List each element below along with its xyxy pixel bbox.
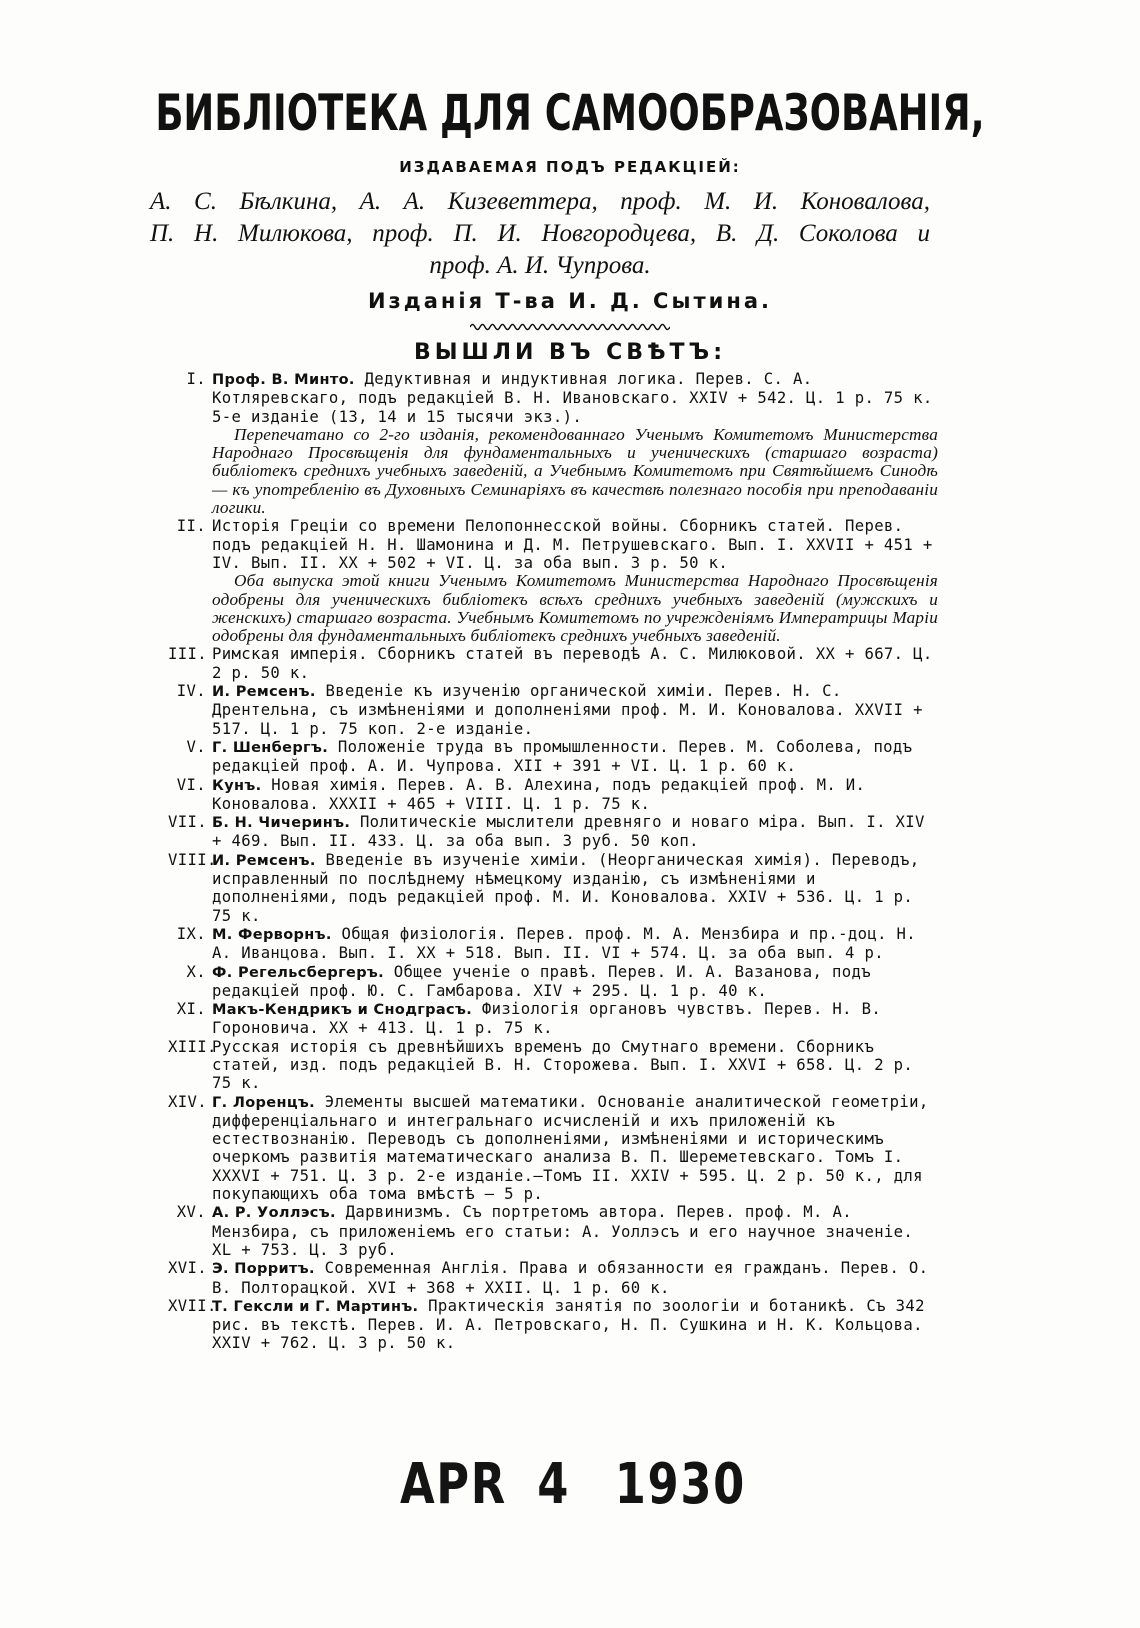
list-item <box>168 682 938 738</box>
item-author: А. Р. Уоллэсъ. <box>212 1205 336 1222</box>
publisher: Изданія Т-ва И. Д. Сытина. <box>367 289 773 313</box>
item-number: I. <box>186 370 206 388</box>
item-number: XIII. <box>168 1037 217 1056</box>
item-text: Введеніе въ изученіе химіи. (Неорганическая химія). Переводъ, исправленный по послѣднему нѣмецкому изданію, съ измѣненіями и дополненіями, подъ редакціей проф. М. И. Коновалова. XXIV + 536. Ц. 1 р. 75 к. <box>212 850 920 925</box>
item-number: III. <box>168 645 207 664</box>
item-author: Г. Шенбергъ. <box>212 739 329 756</box>
item-text: Дарвинизмъ. Съ портретомъ автора. Перев. проф. М. А. Мензбира, съ приложеніемъ его статьи: А. Уоллэсъ и его научное значеніе. XL + 753. Ц. 3 руб. <box>212 1203 914 1259</box>
list-item <box>168 645 938 682</box>
editors-line: проф. А. И. Чупрова. <box>429 252 651 279</box>
item-text: Общая физіологія. Перев. проф. М. А. Мензбира и пр.-доц. Н. А. Иванцова. Вып. I. XX + 518. Вып. II. VI + 574. Ц. за оба вып. 4 р. <box>212 924 917 963</box>
date-stamp <box>400 1452 746 1517</box>
list-item <box>168 1038 938 1093</box>
item-author: Ф. Регельсбергеръ. <box>212 964 385 981</box>
list-item <box>168 925 938 963</box>
list-item <box>168 776 938 814</box>
editors-list <box>150 186 930 282</box>
item-number: XIV. <box>168 1092 207 1111</box>
item-text: Дедуктивная и индуктивная логика. Перев. С. А. Котляревскаго, подъ редакціей В. Н. Ивановскаго. XXIV + 542. Ц. 1 р. 75 к. 5-е изданіе (13, 14 и 15 тысячи экз.). <box>212 370 933 426</box>
item-text: Общее ученіе о правѣ. Перев. И. А. Вазанова, подъ редакціей проф. Ю. С. Гамбарова. XIV + 295. Ц. 1 р. 40 к. <box>212 962 871 1000</box>
subtitle: ИЗДАВАЕМАЯ ПОДЪ РЕДАКЦІЕЙ: <box>399 158 741 176</box>
item-text: Элементы высшей математики. Основаніе аналитической геометріи, дифференціальнаго и интегральнаго исчисленій и ихъ приложеній къ естествознанію. Переводъ съ дополненіями, измѣненіями и историческимъ очеркомъ развитія математическаго анализа В. П. Шереметевскаго. Томъ I. XXXVI + 751. Ц. 3 р. 2-е изданіе.—Томъ II. XXIV + 595. Ц. 2 р. 50 к., для покупающихъ оба тома вмѣстѣ — 5 р. <box>212 1092 929 1204</box>
item-text: Исторія Греціи со времени Пелопоннесской войны. Сборникъ статей. Перев. подъ редакціей Н. Н. Шамонина и Д. М. Петрушевскаго. Вып. I. XXVII + 451 + IV. Вып. II. XX + 502 + VI. Ц. за оба вып. 3 р. 50 к. <box>212 517 933 572</box>
item-author: Г. Лоренцъ. <box>212 1094 316 1111</box>
editors-line: П. Н. Милюкова, проф. П. И. Новгородцева, В. Д. Соколова и <box>150 220 930 247</box>
item-text: Положеніе труда въ промышленности. Перев. М. Соболева, подъ редакціей проф. А. И. Чупрова. XII + 391 + VI. Ц. 1 р. 60 к. <box>212 737 913 776</box>
item-author: Кунъ. <box>212 777 262 794</box>
item-number: VI. <box>176 775 206 794</box>
list-item <box>168 517 938 572</box>
item-number: VIII. <box>168 850 217 869</box>
item-text: Русская исторія съ древнѣйшихъ временъ до Смутнаго времени. Сборникъ статей, изд. подъ редакціей В. Н. Сторожева. Вып. I. XXVI + 658. Ц. 2 р. 75 к. <box>212 1037 914 1093</box>
item-number: V. <box>186 737 206 756</box>
item-note: Перепечатано со 2-го изданія, рекомендованнаго Ученымъ Комитетомъ Министерства Народнаго Просвѣщенія для фундаментальныхъ и ученическихъ (старшаго возраста) библіотекъ среднихъ учебныхъ заведеній, а Учебнымъ Комитетомъ при Святѣйшемъ Синодѣ — къ употребленію въ Духовныхъ Семинаріяхъ въ качествѣ полезнаго пособія при преподаваніи логики. <box>212 424 938 518</box>
item-number: XVI. <box>168 1259 207 1278</box>
item-text: Физіологія органовъ чувствъ. Перев. Н. В. Гороновича. XX + 413. Ц. 1 р. 75 к. <box>212 1000 882 1038</box>
stamp-day: 4 <box>537 1452 570 1517</box>
item-text: Современная Англія. Права и обязанности ея гражданъ. Перев. О. В. Полторацкой. XVI + 368 + XXII. Ц. 1 р. 60 к. <box>212 1259 929 1297</box>
item-number: XI. <box>176 1000 206 1019</box>
item-text: Практическія занятія по зоологіи и ботаникѣ. Съ 342 рис. въ текстѣ. Перев. И. А. Петровскаго, Н. П. Сушкина и Н. К. Кольцова. XXIV + 762. Ц. 3 р. 50 к. <box>212 1296 925 1353</box>
stamp-month: APR <box>400 1452 507 1517</box>
item-author: Т. Гексли и Г. Мартинъ. <box>212 1298 419 1315</box>
item-number: IV. <box>176 682 206 701</box>
item-number: X. <box>186 962 206 981</box>
item-author: Э. Порритъ. <box>212 1261 315 1278</box>
item-text: Политическіе мыслители древняго и новаго міра. Вып. I. XIV + 469. Вып. II. 433. Ц. за оба вып. 3 руб. 50 коп. <box>212 813 925 851</box>
item-author: И. Ремсенъ. <box>212 684 316 701</box>
page-title: БИБЛІОТЕКА ДЛЯ САМООБРАЗОВАНІЯ, <box>155 84 985 142</box>
editors-line: А. С. Бѣлкина, А. А. Кизеветтера, проф. М. И. Коновалова, <box>150 188 930 215</box>
item-number: IX. <box>176 924 206 943</box>
item-text: Новая химія. Перев. А. В. Алехина, подъ редакціей проф. М. И. Коновалова. XXXII + 465 + VIII. Ц. 1 р. 75 к. <box>212 775 866 813</box>
list-item <box>168 738 938 776</box>
item-number: VII. <box>168 813 207 832</box>
wavy-divider <box>470 322 670 332</box>
item-author: М. Ферворнъ. <box>212 926 332 943</box>
item-note: Оба выпуска этой книги Ученымъ Комитетомъ Министерства Народнаго Просвѣщенія одобрены для ученическихъ библіотекъ всѣхъ среднихъ учебныхъ заведеній (мужскихъ и женскихъ) старшаго возраста. Учебнымъ Комитетомъ по учрежденіямъ Императрицы Маріи одобрены для фундаментальныхъ библіотекъ среднихъ учебныхъ заведеній. <box>212 571 938 646</box>
list-item <box>168 1259 938 1297</box>
item-number: XV. <box>176 1203 206 1222</box>
item-number: XVII. <box>168 1296 217 1315</box>
list-item <box>168 1000 938 1038</box>
list-item <box>168 370 938 426</box>
item-author: Проф. В. Минто. <box>212 372 355 388</box>
item-text: Римская имперія. Сборникъ статей въ переводѣ А. С. Милюковой. XX + 667. Ц. 2 р. 50 к. <box>212 645 933 682</box>
list-item <box>168 851 938 925</box>
item-text: Введеніе къ изученію органической химіи. Перев. Н. С. Дрентельна, съ измѣненіями и дополненіями проф. М. И. Коновалова. XXVII + 517. Ц. 1 р. 75 коп. 2-е изданіе. <box>212 682 923 738</box>
stamp-year: 1930 <box>614 1452 746 1517</box>
list-item <box>168 1297 938 1353</box>
list-item <box>168 963 938 1001</box>
list-item <box>168 1093 938 1204</box>
list-item <box>168 813 938 851</box>
section-heading: ВЫШЛИ ВЪ СВѢТЪ: <box>413 340 727 365</box>
item-author: Б. Н. Чичеринъ. <box>212 815 351 832</box>
item-author: И. Ремсенъ. <box>212 852 316 869</box>
list-item <box>168 1203 938 1259</box>
item-author: Макъ-Кендрикъ и Снодграсъ. <box>212 1002 473 1019</box>
item-number: II. <box>176 517 206 536</box>
book-list <box>168 370 938 1353</box>
